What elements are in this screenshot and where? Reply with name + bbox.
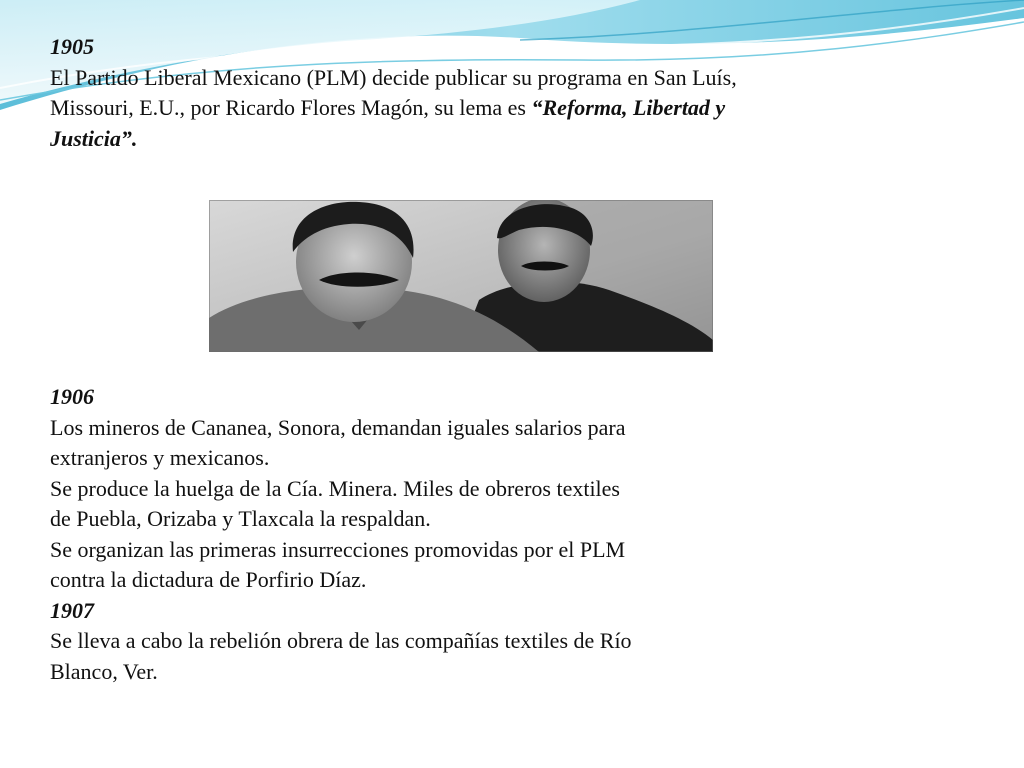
text-1906-line-2: extranjeros y mexicanos. (50, 445, 270, 470)
text-1906-line-3: Se produce la huelga de la Cía. Minera. Miles de obreros textiles (50, 475, 620, 501)
text-1905-line-2-prefix: Missouri, E.U., por Ricardo Flores Magón, su lema es (50, 95, 532, 120)
year-1907-heading: 1907 (50, 597, 94, 623)
block-1905 (50, 32, 950, 154)
motto-part-1: “Reforma, Libertad y (531, 95, 726, 120)
text-1907-line-1: Se lleva a cabo la rebelión obrera de las compañías textiles de Río (50, 628, 632, 653)
motto-part-2: Justicia”. (50, 125, 138, 151)
text-1906-line-5: Se organizan las primeras insurrecciones promovidas por el PLM (50, 536, 626, 562)
text-1907-line-2: Blanco, Ver. (50, 658, 158, 684)
text-1905-line-1: El Partido Liberal Mexicano (PLM) decide publicar su programa en San Luís, (50, 64, 737, 90)
flores-magon-photo (209, 200, 713, 352)
year-1905-heading: 1905 (50, 34, 94, 59)
text-1906-line-4: de Puebla, Orizaba y Tlaxcala la respaldan. (50, 506, 431, 531)
text-1906-line-1: Los mineros de Cananea, Sonora, demandan iguales salarios para (50, 414, 626, 440)
text-1905-line-2 (50, 93, 950, 124)
year-1906-heading: 1906 (50, 384, 94, 409)
block-1906-1907 (50, 382, 810, 687)
text-1906-line-6: contra la dictadura de Porfirio Díaz. (50, 567, 367, 592)
